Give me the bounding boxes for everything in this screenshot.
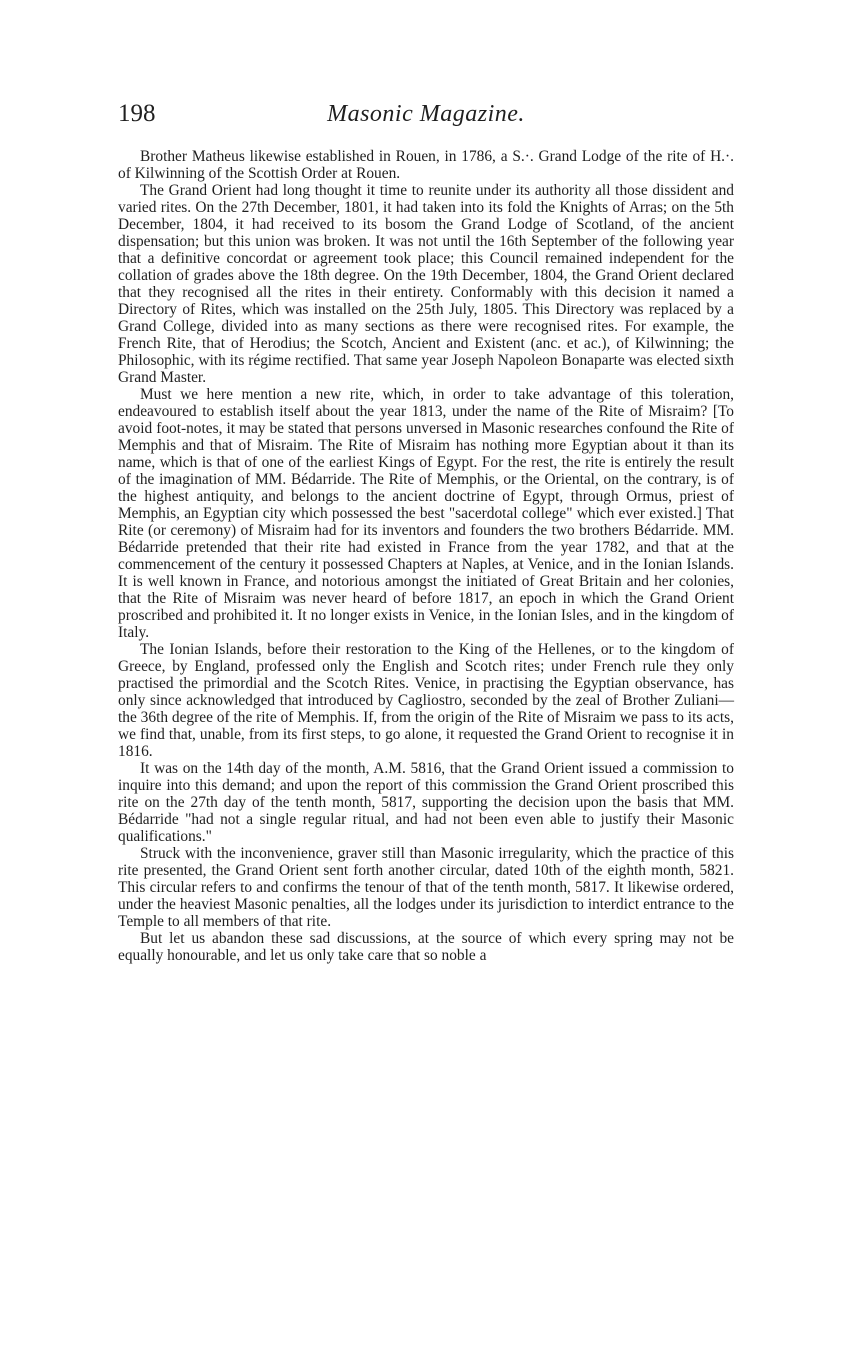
article-body bbox=[118, 148, 734, 964]
paragraph: The Grand Orient had long thought it time to reunite under its authority all those dissident and varied rites. On the 27th December, 1801, it had taken into its fold the Knights of Arras; on the 5th December, 1804, it had received to its bosom the Grand Lodge of Scotland, of the ancient dispensation; but this union was broken. It was not until the 16th September of the following year that a definitive concordat or agreement took place; this Council remained independent for the collation of grades above the 18th degree. On the 19th December, 1804, the Grand Orient declared that they recognised all the rites in their entirety. Conformably with this decision it named a Directory of Rites, which was installed on the 25th July, 1805. This Directory was replaced by a Grand College, divided into as many sections as there were recognised rites. For example, the French Rite, that of Herodius; the Scotch, Ancient and Existent (anc. et ac.), of Kilwinning; the Philosophic, with its régime rectified. That same year Joseph Napoleon Bonaparte was elected sixth Grand Master. bbox=[118, 182, 734, 386]
running-title: Masonic Magazine. bbox=[327, 101, 525, 127]
paragraph: Must we here mention a new rite, which, in order to take advantage of this toleration, endeavoured to establish itself about the year 1813, under the name of the Rite of Misraim? [To avoid foot-notes, it may be stated that persons unversed in Masonic researches confound the Rite of Memphis and that of Misraim. The Rite of Misraim has nothing more Egyptian about it than its name, which is that of one of the earliest Kings of Egypt. For the rest, the rite is entirely the result of the imagination of MM. Bédarride. The Rite of Memphis, or the Oriental, on the contrary, is of the highest antiquity, and belongs to the ancient doctrine of Egypt, through Ormus, priest of Memphis, an Egyptian city which possessed the best "sacerdotal college" which ever existed.] That Rite (or ceremony) of Misraim had for its inventors and founders the two brothers Bédarride. MM. Bédarride pretended that their rite had existed in France from the year 1782, and that at the commencement of the century it possessed Chapters at Naples, at Venice, and in the Ionian Islands. It is well known in France, and notorious amongst the initiated of Great Britain and her colonies, that the Rite of Misraim was never heard of before 1817, an epoch in which the Grand Orient proscribed and prohibited it. It no longer exists in Venice, in the Ionian Isles, and in the kingdom of Italy. bbox=[118, 386, 734, 641]
paragraph: It was on the 14th day of the month, A.M. 5816, that the Grand Orient issued a commission to inquire into this demand; and upon the report of this commission the Grand Orient proscribed this rite on the 27th day of the tenth month, 5817, supporting the decision upon the basis that MM. Bédarride "had not a single regular ritual, and had not been even able to justify their Masonic qualifications." bbox=[118, 760, 734, 845]
paragraph: The Ionian Islands, before their restoration to the King of the Hellenes, or to the kingdom of Greece, by England, professed only the English and Scotch rites; under French rule they only practised the primordial and the Scotch Rites. Venice, in practising the Egyptian observance, has only since acknowledged that introduced by Cagliostro, seconded by the zeal of Brother Zuliani—the 36th degree of the rite of Memphis. If, from the origin of the Rite of Misraim we pass to its acts, we find that, unable, from its first steps, to go alone, it requested the Grand Orient to recognise it in 1816. bbox=[118, 641, 734, 760]
page-number: 198 bbox=[118, 100, 156, 127]
paragraph: Brother Matheus likewise established in Rouen, in 1786, a S.·. Grand Lodge of the rite of H.·. of Kilwinning of the Scottish Order at Rouen. bbox=[118, 148, 734, 182]
page-header bbox=[118, 100, 734, 134]
paragraph: But let us abandon these sad discussions, at the source of which every spring may not be equally honourable, and let us only take care that so noble a bbox=[118, 930, 734, 964]
paragraph: Struck with the inconvenience, graver still than Masonic irregularity, which the practice of this rite presented, the Grand Orient sent forth another circular, dated 10th of the eighth month, 5821. This circular refers to and confirms the tenour of that of the tenth month, 5817. It likewise ordered, under the heaviest Masonic penalties, all the lodges under its jurisdiction to interdict entrance to the Temple to all members of that rite. bbox=[118, 845, 734, 930]
